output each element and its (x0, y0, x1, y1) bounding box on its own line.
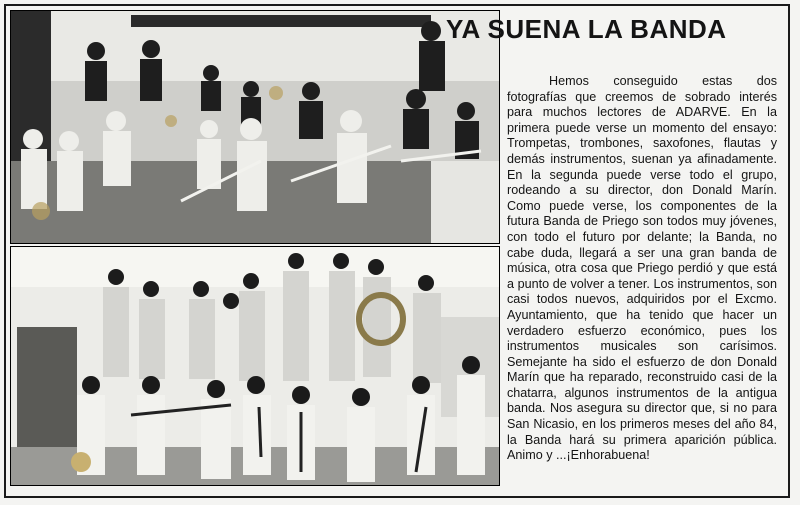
rehearsal-photo-illustration (11, 11, 499, 243)
band-group-photo-illustration (11, 247, 499, 485)
headline: YA SUENA LA BANDA (446, 14, 727, 44)
rehearsal-photo (10, 10, 500, 244)
band-group-photo (10, 246, 500, 486)
article-body: Hemos conseguido estas dos fotografías que creemos de sobrado interés para muchos lectores de ADARVE. En la primera puede verse un momento del ensayo: Trompetas, trombones, saxofones, flautas y demás instrumentos, suenan ya afinadamente. En la segunda puede verse todo el grupo, rodeando a su director, don Donald Marín. Como puede verse, los componentes de la futura Banda de Priego son todos muy jóvenes, con todo el futuro por delante; la Banda, no cabe duda, llegará a ser una gran banda de música, otra cosa que Priego perdió y que está a punto de volver a tener. Los instrumentos, son casi todos nuevos, adquiridos por el Excmo. Ayuntamiento, que ha tenido que hacer un verdadero esfuerzo económico, pues los instrumentos musicales son carísimos. Semejante ha sido el esfuerzo de don Donald Marín que ha reparado, reconstruido casi de la chatarra, algunos instrumentos de la antigua banda. Nos asegura su director que, si no para San Nicasio, en los primeros meses del año 84, la Banda hará su primera aparición pública. Animo y ...¡Enhorabuena! (507, 74, 777, 463)
